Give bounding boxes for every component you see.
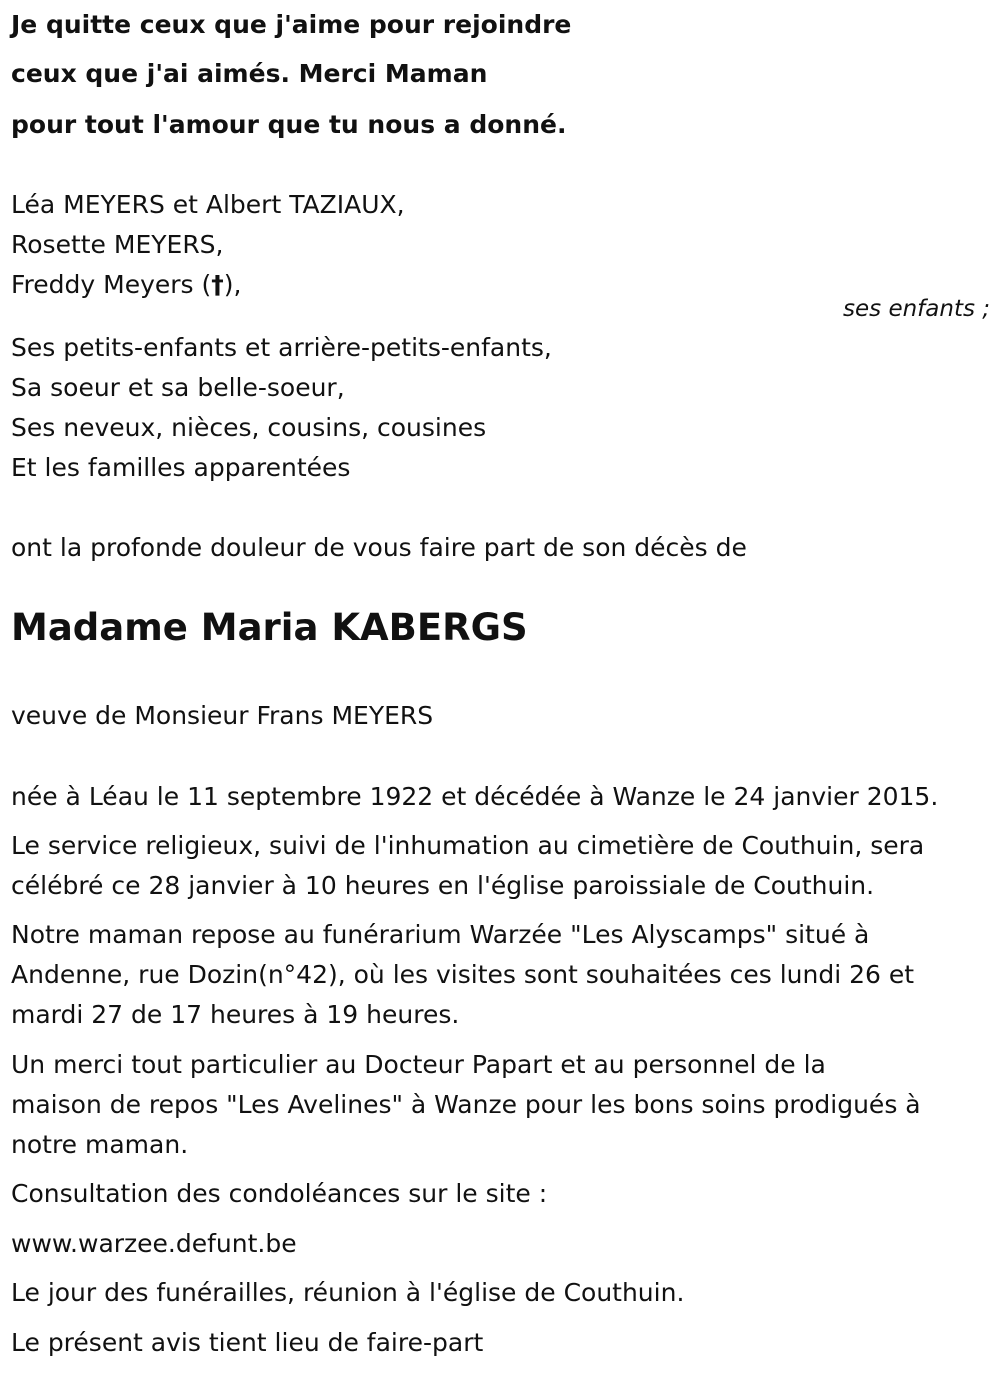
child-line-3-prefix: Freddy Meyers ( [11, 270, 212, 299]
family-line-3: Ses neveux, nièces, cousins, cousines [11, 413, 487, 442]
condolences-url: www.warzee.defunt.be [11, 1229, 297, 1258]
quote-line-1: Je quitte ceux que j'aime pour rejoindre [11, 10, 572, 39]
thanks-line-2: maison de repos "Les Avelines" à Wanze pour les bons soins prodigués à [11, 1090, 921, 1119]
visitation-line-3: mardi 27 de 17 heures à 19 heures. [11, 1000, 460, 1029]
visitation-line-1: Notre maman repose au funérarium Warzée "Les Alyscamps" situé à [11, 920, 870, 949]
child-line-2: Rosette MEYERS, [11, 230, 224, 259]
cross-icon: † [211, 270, 224, 299]
closing-note: Le présent avis tient lieu de faire-part [11, 1328, 484, 1357]
service-line-2: célébré ce 28 janvier à 10 heures en l'église paroissiale de Couthuin. [11, 871, 875, 900]
child-line-3 [11, 270, 241, 300]
child-line-1: Léa MEYERS et Albert TAZIAUX, [11, 190, 405, 219]
announcement: ont la profonde douleur de vous faire part de son décès de [11, 533, 747, 562]
family-line-1: Ses petits-enfants et arrière-petits-enfants, [11, 333, 552, 362]
visitation-line-2: Andenne, rue Dozin(n°42), où les visites sont souhaitées ces lundi 26 et [11, 960, 915, 989]
widow-of: veuve de Monsieur Frans MEYERS [11, 701, 434, 730]
thanks-line-3: notre maman. [11, 1130, 189, 1159]
quote-line-2: ceux que j'ai aimés. Merci Maman [11, 59, 488, 88]
funeral-meeting: Le jour des funérailles, réunion à l'église de Couthuin. [11, 1278, 685, 1307]
thanks-line-1: Un merci tout particulier au Docteur Papart et au personnel de la [11, 1050, 826, 1079]
condolences-label: Consultation des condoléances sur le site : [11, 1179, 548, 1208]
children-label: ses enfants ; [843, 296, 990, 322]
family-line-2: Sa soeur et sa belle-soeur, [11, 373, 345, 402]
child-line-3-suffix: ), [223, 270, 242, 299]
quote-line-3: pour tout l'amour que tu nous a donné. [11, 110, 567, 139]
service-line-1: Le service religieux, suivi de l'inhumation au cimetière de Couthuin, sera [11, 831, 925, 860]
family-line-4: Et les familles apparentées [11, 453, 351, 482]
deceased-name: Madame Maria KABERGS [11, 606, 528, 649]
birth-death-dates: née à Léau le 11 septembre 1922 et décédée à Wanze le 24 janvier 2015. [11, 782, 939, 811]
